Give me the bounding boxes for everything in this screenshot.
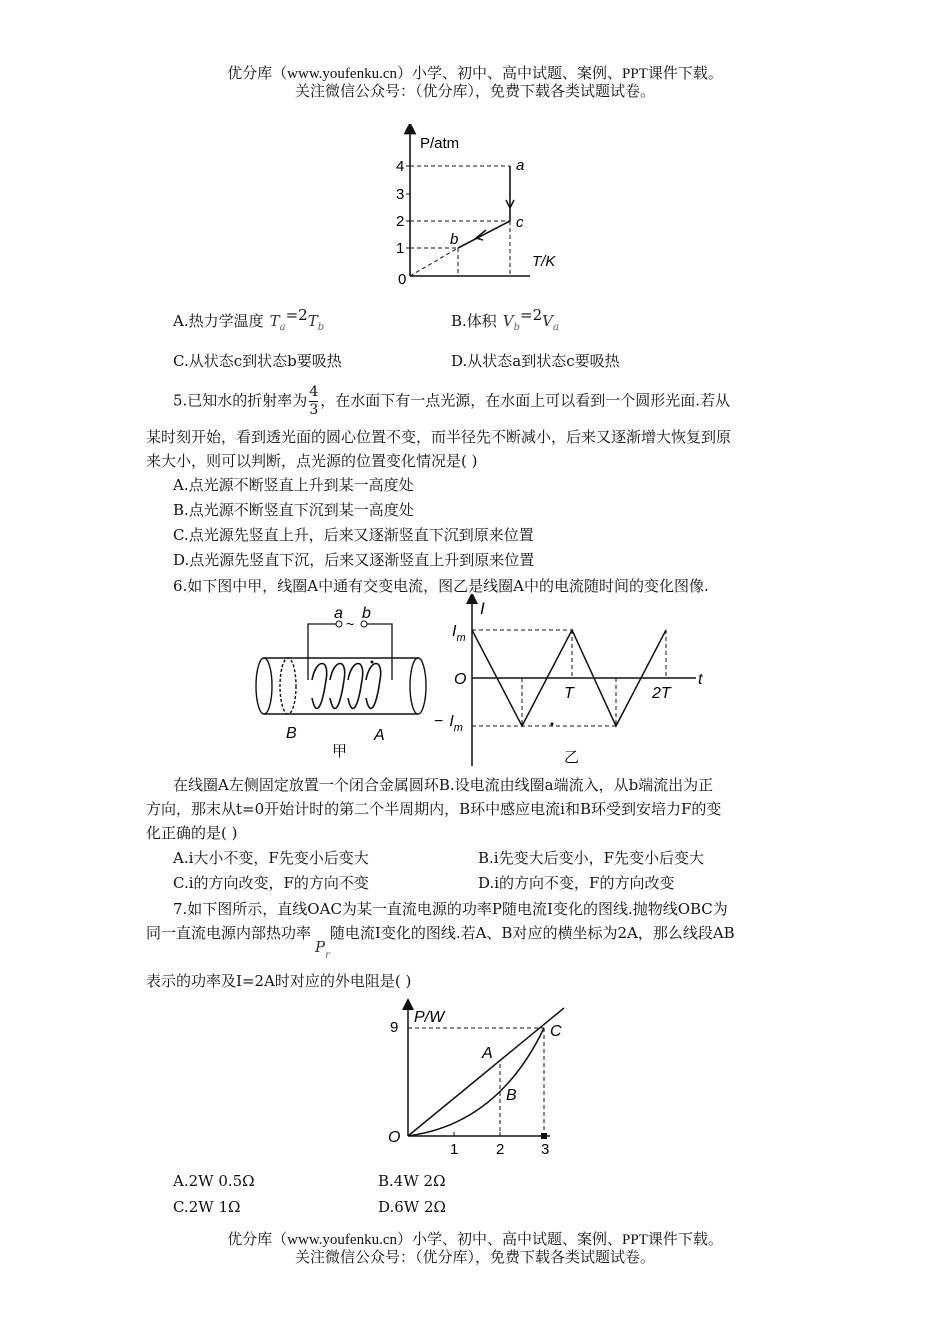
q7-xtick-3: 3 — [541, 1141, 550, 1158]
q7-option-c: C.2W 1Ω — [173, 1198, 241, 1216]
q6-label-A: A — [374, 727, 385, 744]
q4-y-label: P/atm — [420, 135, 460, 152]
q4-ytick-2: 2 — [396, 213, 405, 230]
q5-fraction: $\frac{4}{3}$ — [309, 384, 319, 418]
footer-line-1: 优分库（www.youfenku.cn）小学、初中、高中试题、案例、PPT课件下载。 — [227, 1232, 723, 1248]
q7-ytick-9: 9 — [390, 1019, 399, 1036]
q4-point-b: b — [450, 231, 459, 248]
q6-origin-label: O — [454, 671, 467, 688]
q7-option-d: D.6W 2Ω — [378, 1198, 446, 1216]
q4-process-cb — [458, 221, 510, 248]
q7-xtick-1: 1 — [450, 1141, 459, 1158]
q6-coil-a — [312, 664, 381, 709]
q6-option-c: C.i的方向改变，F的方向不变 — [173, 874, 369, 892]
q7-stem-line-3: 表示的功率及I=2A时对应的外电阻是( ) — [146, 972, 412, 990]
q5-option-d: D.点光源先竖直下沉，后来又逐渐竖直上升到原来位置 — [173, 551, 535, 569]
footer-line-2: 关注微信公众号：（优分库），免费下载各类试题试卷。 — [294, 1250, 655, 1266]
q6-terminal-a: a — [334, 605, 343, 622]
q6-cylinder-left-end — [256, 658, 272, 714]
header-line-2: 关注微信公众号：（优分库），免费下载各类试题试卷。 — [294, 84, 655, 100]
q4-point-c: c — [516, 214, 524, 231]
q6-option-a: A.i大小不变，F先变小后变大 — [173, 849, 369, 867]
q6-t-label: t — [698, 671, 703, 688]
q7-stem-line-2: 同一直流电源内部热功率$P_r$随电流I变化的图线.若A、B对应的横坐标为2A，那么线段AB — [146, 924, 735, 961]
q7-xtick-2: 2 — [496, 1141, 505, 1158]
q4-ytick-0: 0 — [398, 271, 407, 288]
q6-caption-yi: 乙 — [564, 749, 580, 766]
q6-wire-right — [367, 624, 392, 680]
q6-option-b: B.i先变大后变小，F先变小后变大 — [478, 849, 704, 867]
q6-para-line-2: 方向，那末从t=0开始计时的第二个半周期内，B环中感应电流i和B环受到安培力F的变 — [146, 800, 722, 818]
q6-para-line-3: 化正确的是( ) — [146, 824, 238, 842]
q7-option-b: B.4W 2Ω — [378, 1172, 446, 1190]
q6-y-label: I — [480, 599, 485, 618]
q7-line-OAC — [408, 1008, 564, 1136]
q7-stem-line-1: 7.如下图所示，直线OAC为某一直流电源的功率P随电流I变化的图线.抛物线OBC为 — [173, 900, 728, 918]
q5-option-a: A.点光源不断竖直上升到某一高度处 — [173, 476, 414, 494]
q7-y-label: P/W — [414, 1009, 445, 1026]
q6-cylinder-right-end — [410, 658, 426, 714]
q4-option-a: A.热力学温度 $T_a=2T_b$ — [173, 306, 325, 333]
q7-point-A: A — [482, 1045, 493, 1062]
q7-point-B: B — [506, 1087, 517, 1104]
q6-option-d: D.i的方向不变，F的方向改变 — [478, 874, 675, 892]
q4-option-d: D.从状态a到状态c要吸热 — [451, 352, 620, 370]
q6-label-B: B — [286, 725, 297, 742]
q6-ring-b — [280, 658, 296, 714]
q4-ytick-3: 3 — [396, 186, 405, 203]
q7-pi-graph — [378, 996, 578, 1162]
q4-option-b: B.体积 $V_b=2V_a$ — [451, 306, 559, 333]
q5-stem-line-2: 某时刻开始，看到透光面的圆心位置不变，而半径先不断减小，后来又逐渐增大恢复到原 — [146, 428, 732, 446]
q6-Im-label: $I_m$ — [452, 623, 466, 644]
q6-figure-jia — [250, 598, 430, 760]
q6-T-label: T — [564, 685, 574, 702]
q4-ytick-1: 1 — [396, 240, 405, 257]
q6-figure-yi — [426, 594, 716, 772]
q5-option-b: B.点光源不断竖直下沉到某一高度处 — [173, 501, 414, 519]
q6-terminal-b: b — [362, 605, 371, 622]
header-line-1: 优分库（www.youfenku.cn）小学、初中、高中试题、案例、PPT课件下载。 — [227, 66, 723, 82]
q5-option-c: C.点光源先竖直上升，后来又逐渐竖直下沉到原来位置 — [173, 526, 534, 544]
q6-stem: 6.如下图中甲，线圈A中通有交变电流，图乙是线圈A中的电流随时间的变化图像. — [173, 577, 709, 595]
q6-ac-symbol: ~ — [346, 616, 355, 632]
q4-ytick-4: 4 — [396, 158, 405, 175]
q7-option-a: A.2W 0.5Ω — [173, 1172, 255, 1190]
q4-option-c: C.从状态c到状态b要吸热 — [173, 352, 342, 370]
q4-guide-origin — [410, 248, 458, 276]
q4-point-a: a — [516, 157, 525, 174]
q5-stem-line-3: 来大小，则可以判断，点光源的位置变化情况是( ) — [146, 452, 478, 470]
q4-pt-graph — [380, 124, 580, 289]
q6-neg-Im-label: − $I_m$ — [434, 713, 463, 734]
q5-stem-line-1: 5.已知水的折射率为 $\frac{4}{3}$ ，在水面下有一点光源，在水面上可以看到一个圆形光面.若从 — [173, 384, 731, 418]
q6-2T-label: 2T — [652, 685, 671, 702]
q6-caption-jia: 甲 — [332, 743, 348, 760]
q7-point-C: C — [550, 1023, 562, 1040]
q6-para-line-1: 在线圈A左侧固定放置一个闭合金属圆环B.设电流由线圈a端流入，从b端流出为正 — [173, 776, 714, 794]
q4-x-label: T/K — [532, 253, 556, 270]
q7-origin: O — [388, 1129, 401, 1146]
